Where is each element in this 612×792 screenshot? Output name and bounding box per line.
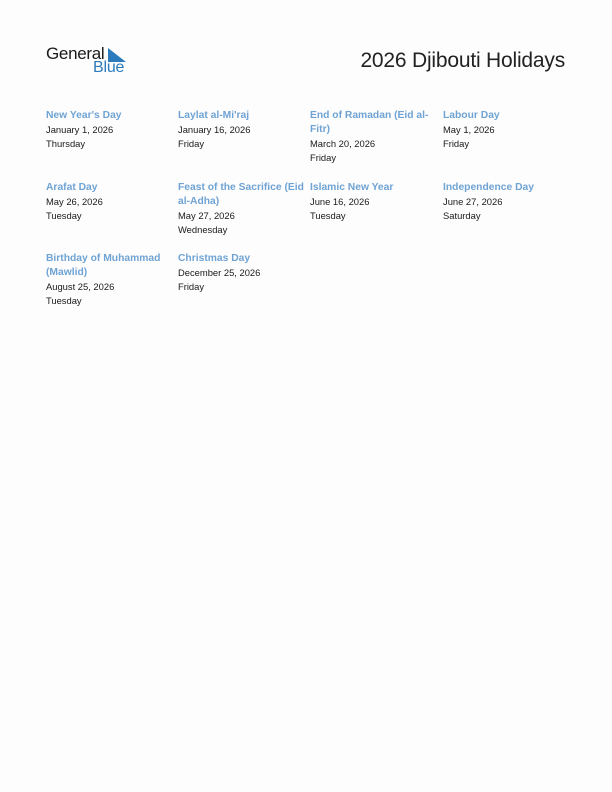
holiday-name: Islamic New Year <box>310 182 394 193</box>
holiday-date: March 20, 2026 <box>310 138 376 149</box>
holiday-weekday: Tuesday <box>310 210 346 221</box>
holiday-date: June 27, 2026 <box>443 196 503 207</box>
holiday-item <box>46 252 174 308</box>
holiday-name: End of Ramadan (Eid al-Fitr) <box>310 110 429 135</box>
holiday-date: May 26, 2026 <box>46 196 103 207</box>
holiday-date: May 1, 2026 <box>443 124 495 135</box>
holiday-item <box>178 252 306 294</box>
holiday-weekday: Wednesday <box>178 224 228 235</box>
holiday-date: December 25, 2026 <box>178 267 261 278</box>
holiday-weekday: Saturday <box>443 210 481 221</box>
holiday-name: Birthday of Muhammad (Mawlid) <box>46 253 161 278</box>
holiday-name: Laylat al-Mi'raj <box>178 110 250 121</box>
holiday-name: New Year's Day <box>46 110 122 121</box>
holiday-name: Feast of the Sacrifice (Eid al-Adha) <box>178 182 304 207</box>
holiday-name: Arafat Day <box>46 182 98 193</box>
holiday-item <box>178 181 306 237</box>
holiday-date: May 27, 2026 <box>178 210 235 221</box>
holiday-item <box>178 109 306 151</box>
holiday-name: Independence Day <box>443 182 534 193</box>
holiday-weekday: Tuesday <box>46 295 82 306</box>
holiday-weekday: Friday <box>443 138 470 149</box>
holiday-item <box>46 109 174 151</box>
logo-word-blue: Blue <box>93 59 125 76</box>
holiday-date: January 16, 2026 <box>178 124 251 135</box>
logo-word-general: General <box>46 44 105 63</box>
holiday-weekday: Friday <box>178 138 205 149</box>
holiday-item <box>310 181 438 223</box>
holiday-item <box>443 109 571 151</box>
holiday-date: August 25, 2026 <box>46 281 115 292</box>
holiday-weekday: Friday <box>178 281 205 292</box>
logo <box>46 44 136 80</box>
page-title: 2026 Djibouti Holidays <box>360 49 565 72</box>
holiday-weekday: Tuesday <box>46 210 82 221</box>
holiday-weekday: Thursday <box>46 138 86 149</box>
holiday-date: January 1, 2026 <box>46 124 114 135</box>
holiday-name: Labour Day <box>443 110 500 121</box>
holiday-date: June 16, 2026 <box>310 196 370 207</box>
holiday-name: Christmas Day <box>178 253 251 264</box>
holiday-item <box>46 181 174 223</box>
holiday-item <box>443 181 571 223</box>
holiday-weekday: Friday <box>310 152 337 163</box>
holiday-item <box>310 109 438 165</box>
